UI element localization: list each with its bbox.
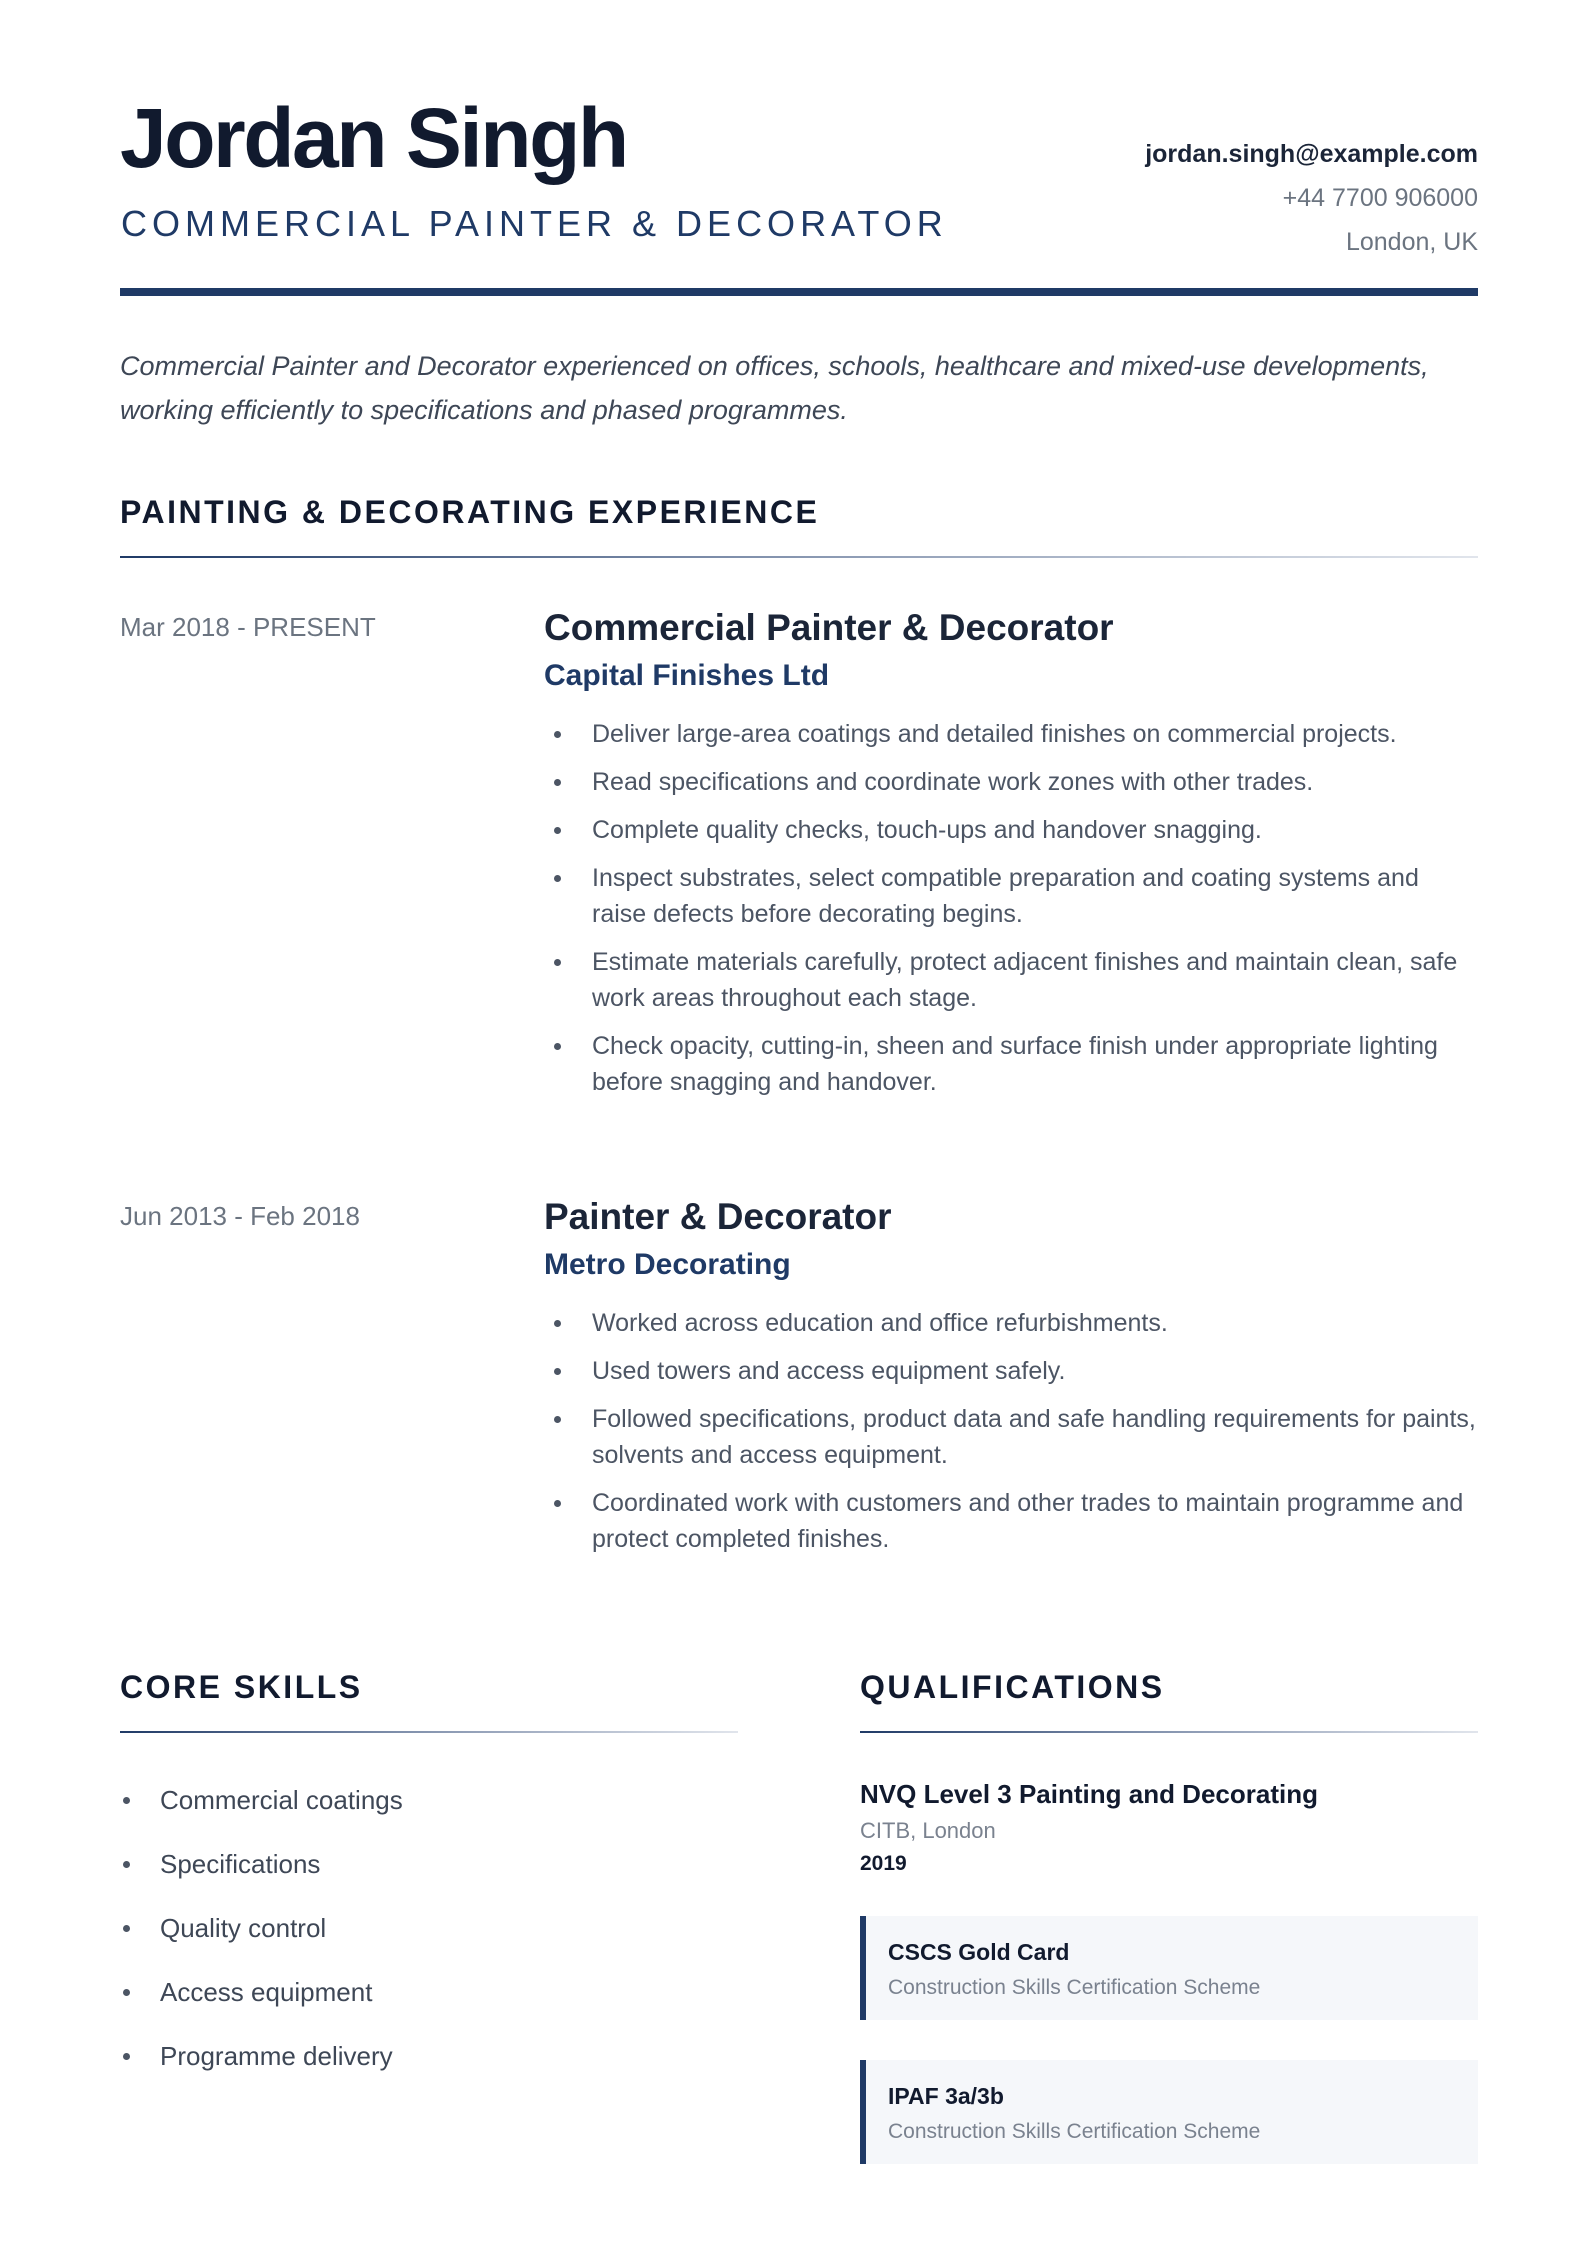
contact-location: London, UK [1345,228,1478,256]
contact-email[interactable]: jordan.singh@example.com [1145,140,1478,168]
skills-list [120,1782,740,2102]
job-company: Capital Finishes Ltd [544,659,830,693]
skills-divider [120,1731,738,1733]
qualifications-heading: QUALIFICATIONS [860,1669,1165,1705]
job-bullet: Coordinated work with customers and other trades to maintain programme and protect completed finishes. [544,1485,1478,1557]
job-bullet: Deliver large-area coatings and detailed finishes on commercial projects. [544,716,1478,752]
certification-issuer: Construction Skills Certification Scheme [888,1975,1261,1999]
skill-item: Commercial coatings [120,1782,740,1818]
contact-block [1145,132,1478,264]
job-bullet: Used towers and access equipment safely. [544,1353,1478,1389]
job-bullet: Check opacity, cutting-in, sheen and surface finish under appropriate lighting before snagging and handover. [544,1028,1478,1100]
candidate-title: COMMERCIAL PAINTER & DECORATOR [121,203,948,244]
job-bullet: Estimate materials carefully, protect adjacent finishes and maintain clean, safe work areas throughout each stage. [544,944,1478,1016]
experience-heading: PAINTING & DECORATING EXPERIENCE [120,494,820,530]
qualification-year: 2019 [860,1851,907,1875]
skill-item: Access equipment [120,1974,740,2010]
certification-name: CSCS Gold Card [888,1939,1070,1965]
job-bullet: Inspect substrates, select compatible preparation and coating systems and raise defects before decorating begins. [544,860,1478,932]
profile-summary: Commercial Painter and Decorator experienced on offices, schools, healthcare and mixed-use developments, working efficiently to specifications and phased programmes. [120,351,1429,425]
job-details [544,1195,1478,1569]
header-divider [120,288,1478,296]
job-bullets [544,716,1478,1100]
skill-item: Programme delivery [120,2038,740,2074]
qualification-entry [860,1778,1478,1878]
certification-card [860,2060,1478,2164]
skill-item: Quality control [120,1910,740,1946]
contact-phone: +44 7700 906000 [1282,184,1478,212]
qualification-issuer: CITB, London [860,1817,996,1843]
job-title: Painter & Decorator [544,1196,892,1237]
job-bullet: Complete quality checks, touch-ups and handover snagging. [544,812,1478,848]
skill-item: Specifications [120,1846,740,1882]
skills-heading: CORE SKILLS [120,1669,363,1705]
certification-card [860,1916,1478,2020]
job-bullet: Followed specifications, product data and safe handling requirements for paints, solvents and access equipment. [544,1401,1478,1473]
job-bullet: Worked across education and office refurbishments. [544,1305,1478,1341]
job-bullets [544,1305,1478,1557]
job-company: Metro Decorating [544,1248,791,1282]
job-title: Commercial Painter & Decorator [544,607,1114,648]
job-dates: Mar 2018 - PRESENT [120,612,376,642]
qualification-name: NVQ Level 3 Painting and Decorating [860,1779,1318,1809]
candidate-name: Jordan Singh [120,91,627,185]
certification-name: IPAF 3a/3b [888,2083,1004,2109]
job-dates: Jun 2013 - Feb 2018 [120,1201,360,1231]
certification-issuer: Construction Skills Certification Scheme [888,2119,1261,2143]
job-details [544,606,1478,1112]
experience-divider [120,556,1478,558]
qualifications-divider [860,1731,1478,1733]
job-bullet: Read specifications and coordinate work zones with other trades. [544,764,1478,800]
